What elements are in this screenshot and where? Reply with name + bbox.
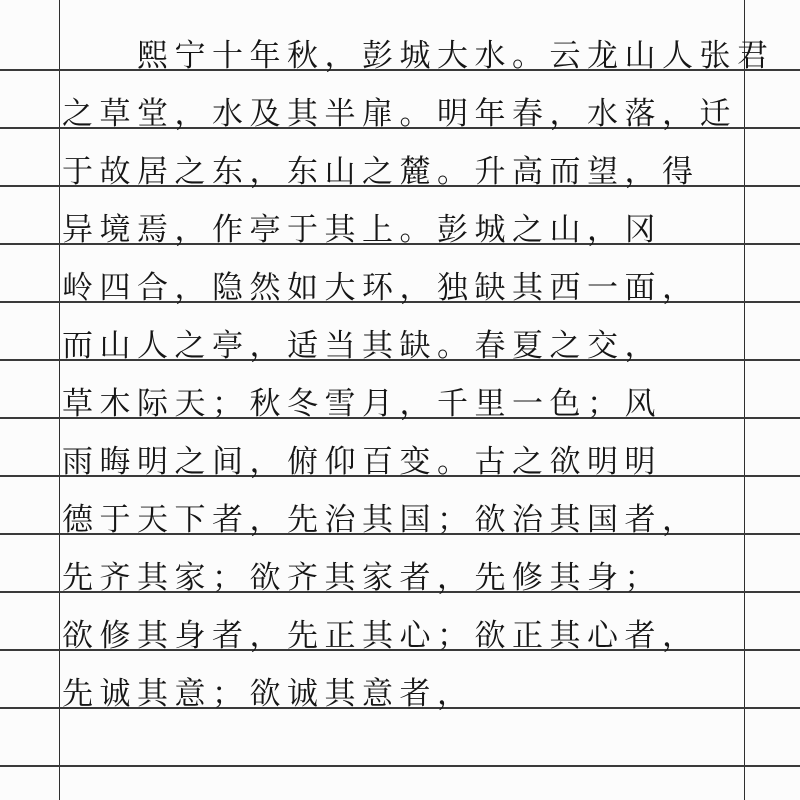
- handwritten-line-10: 先齐其家；欲齐其家者，先修其身；: [62, 560, 662, 596]
- handwritten-line-7: 草木际天；秋冬雪月，千里一色；风: [62, 386, 662, 422]
- empty-line-14: [62, 784, 752, 800]
- handwritten-line-2: 之草堂，水及其半扉。明年春，水落，迁: [62, 96, 737, 132]
- handwritten-line-5: 岭四合，隐然如大环，独缺其西一面，: [62, 270, 700, 306]
- handwritten-line-12: 先诚其意；欲诚其意者，: [62, 676, 475, 712]
- handwritten-line-1: 熙宁十年秋，彭城大水。云龙山人张君: [62, 38, 775, 74]
- handwritten-line-8: 雨晦明之间，俯仰百变。古之欲明明: [62, 444, 662, 480]
- empty-line-13: [62, 726, 752, 778]
- handwritten-line-4: 异境焉，作亭于其上。彭城之山，冈: [62, 212, 662, 248]
- handwritten-line-6: 而山人之亭，适当其缺。春夏之交，: [62, 328, 662, 364]
- handwritten-line-3: 于故居之东，东山之麓。升高而望，得: [62, 154, 700, 190]
- handwritten-line-11: 欲修其身者，先正其心；欲正其心者，: [62, 618, 700, 654]
- left-margin-line: [59, 0, 60, 800]
- handwritten-line-9: 德于天下者，先治其国；欲治其国者，: [62, 502, 700, 538]
